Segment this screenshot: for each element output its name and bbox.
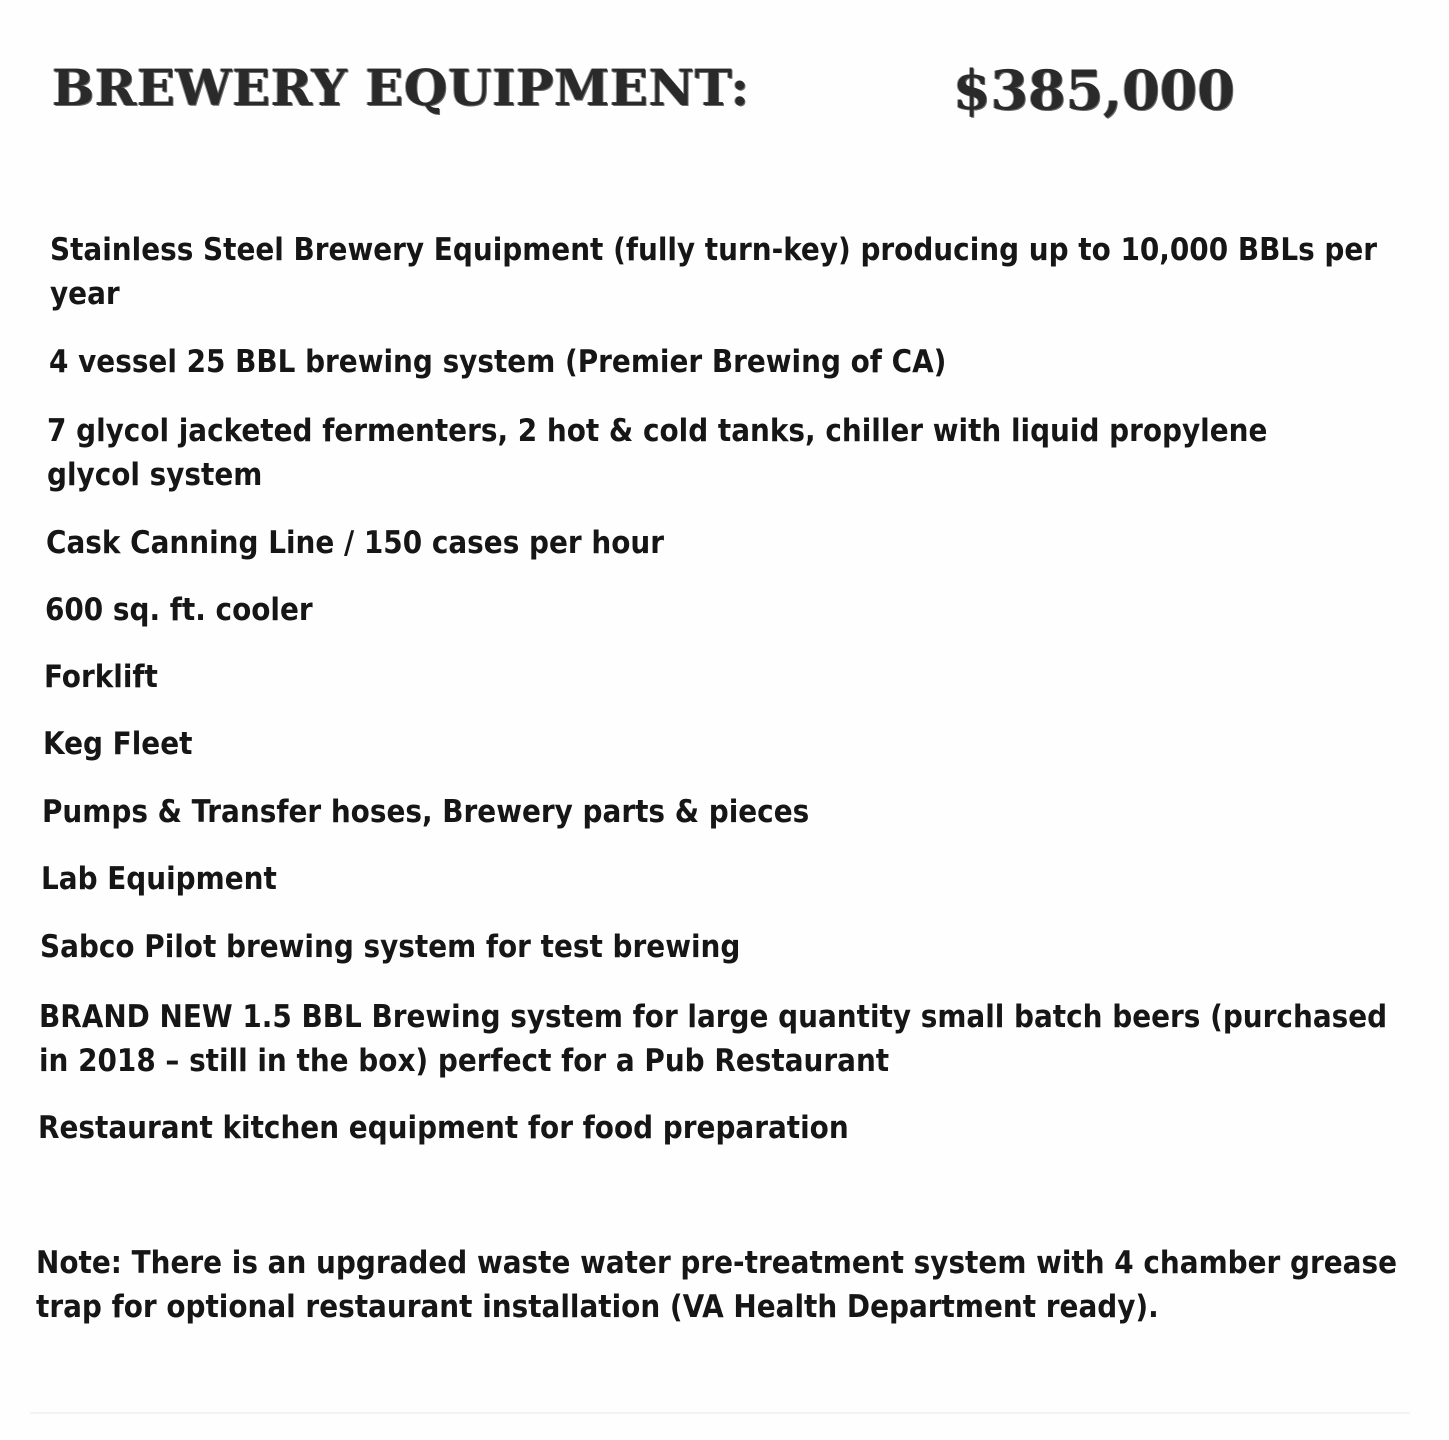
list-item: Forklift (44, 659, 158, 695)
scan-edge-line (30, 1412, 1410, 1414)
list-item: Pumps & Transfer hoses, Brewery parts & pieces (42, 794, 810, 830)
list-item: Lab Equipment (41, 861, 277, 897)
page-title: BREWERY EQUIPMENT: (52, 58, 750, 117)
note: Note: There is an upgraded waste water pre-treatment system with 4 chamber grease trap for optional restaurant installation (VA Health Department ready). (36, 1245, 1398, 1325)
list-item: 4 vessel 25 BBL brewing system (Premier Brewing of CA) (49, 344, 947, 380)
list-item: Keg Fleet (43, 726, 193, 762)
price: $385,000 (953, 58, 1235, 122)
list-item: BRAND NEW 1.5 BBL Brewing system for large quantity small batch beers (purchased in 2018 – still in the box) perfect for a Pub Restaurant (39, 999, 1388, 1079)
list-item: Sabco Pilot brewing system for test brewing (40, 929, 741, 965)
list-item: Cask Canning Line / 150 cases per hour (46, 525, 664, 561)
list-item: 7 glycol jacketed fermenters, 2 hot & cold tanks, chiller with liquid propylene glycol system (47, 413, 1268, 493)
list-item: 600 sq. ft. cooler (45, 592, 313, 628)
list-item: Stainless Steel Brewery Equipment (fully turn-key) producing up to 10,000 BBLs per year (50, 232, 1378, 312)
list-item: Restaurant kitchen equipment for food preparation (38, 1110, 849, 1146)
